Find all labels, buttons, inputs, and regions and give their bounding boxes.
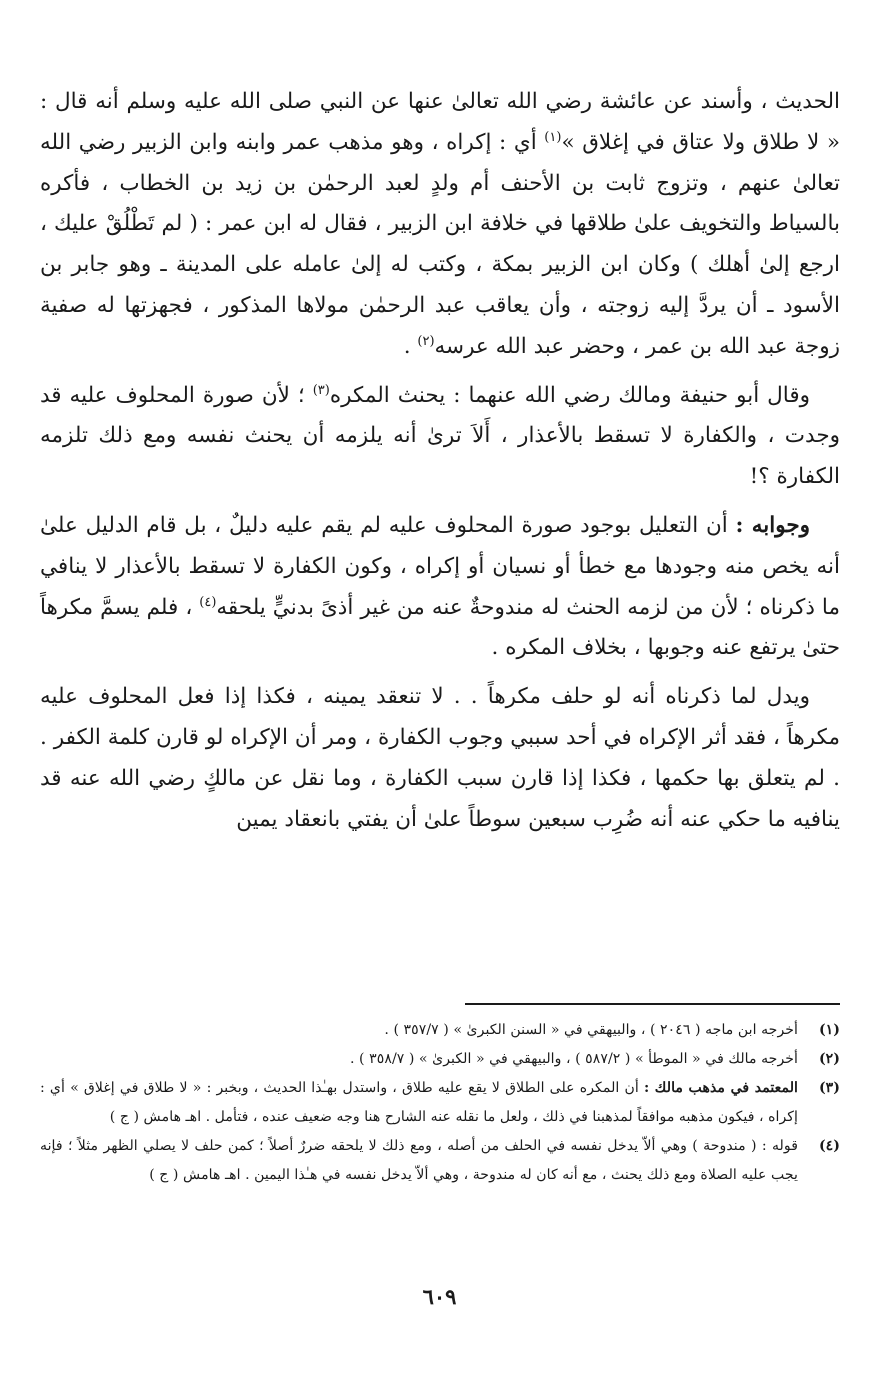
paragraph-3-text-b: ، فلم يسمَّ مكرهاً حتىٰ يرتفع عنه وجوبها ، بخلاف المكره .	[40, 594, 840, 661]
footnote-text	[40, 1045, 798, 1074]
main-text-block	[40, 82, 840, 848]
body-text	[40, 82, 840, 840]
footnote-text	[40, 1132, 798, 1190]
paragraph-2-text-b: ؛ لأن صورة المحلوف عليه قد وجدت ، والكفارة لا تسقط بالأعذار ، أَلاَ ترىٰ أنه يلزمه أن يحنث نفسه ومع ذلك تلزمه الكفارة ؟!	[40, 382, 840, 490]
footnote-ref-2[interactable]: (٢)	[417, 333, 435, 349]
footnote-body: أن المكره على الطلاق لا يقع عليه طلاق ، واستدل بهـٰذا الحديث ، وبخبر : « لا طلاق في إغلاق » أي : إكراه ، فيكون مذهبه موافقاً لمذهبنا في ذلك ، ولعل ما نقله عنه الشارح هنا وجه ضعيف عنده ، فتأمل . اهـ هامش ( ج )	[40, 1080, 798, 1125]
footnote-number: (١)	[818, 1022, 840, 1038]
paragraph-3-text-a: أن التعليل بوجود صورة المحلوف عليه لم يقم عليه دليلٌ ، بل قام الدليل علىٰ أنه يخص منه وجودها مع خطأ أو نسيان أو إكراه ، وكون الكفارة لا تسقط بالأعذار لا ينافي ما ذكرناه ؛ لأن من لزمه الحنث له مندوحةٌ عنه من غير أذىً بدنيٍّ يلحقه	[40, 512, 840, 620]
paragraph-4-text: ويدل لما ذكرناه أنه لو حلف مكرهاً . . لا تنعقد يمينه ، فكذا إذا فعل المحلوف عليه مكرهاً ، فقد أثر الإكراه في أحد سببي وجوب الكفارة ، ومر أن الإكراه لو قارن كلمة الكفر . . لم يتعلق بها حكمها ، فكذا إذا قارن سبب الكفارة ، وما نقل عن مالكٍ رضي الله عنه قد ينافيه ما حكي عنه أنه ضُرِب سبعين سوطاً علىٰ أن يفتي بانعقاد يمين	[40, 684, 840, 832]
footnote-body: أخرجه ابن ماجه ( ٢٠٤٦ ) ، والبيهقي في « السنن الكبرىٰ » ( ٣٥٧/٧ ) .	[384, 1022, 798, 1038]
paragraph-1-text-c: .	[403, 333, 418, 359]
paragraph-1	[40, 82, 840, 368]
paragraph-3-lead: وجوابه :	[735, 512, 811, 538]
footnote-number: (٢)	[818, 1051, 840, 1067]
paragraph-4	[40, 677, 840, 840]
footnote-3	[40, 1074, 840, 1132]
footnote-body: قوله : ( مندوحة ) وهي ألاّ يدخل نفسه في الحلف من أصله ، ومع ذلك لا يلحقه ضررٌ أصلاً ؛ كمن حلف لا يصلي الظهر مثلاً ؛ فإنه يجب عليه الصلاة ومع ذلك يحنث ، مع أنه كان له مندوحة ، وهي ألاّ يدخل نفسه في هـٰذا اليمين . اهـ هامش ( ج )	[40, 1138, 798, 1183]
footnote-1	[40, 1016, 840, 1045]
footnotes-block	[40, 1016, 840, 1190]
footnote-ref-3[interactable]: (٣)	[312, 382, 330, 398]
footnote-lead: المعتمد في مذهب مالك :	[643, 1080, 798, 1096]
footnote-number: (٤)	[818, 1138, 840, 1154]
paragraph-2-text-a: وقال أبو حنيفة ومالك رضي الله عنهما : يحنث المكره	[329, 382, 810, 408]
footnote-4	[40, 1132, 840, 1190]
paragraph-2	[40, 376, 840, 498]
page-number: ٦٠٩	[422, 1284, 457, 1309]
footnote-body: أخرجه مالك في « الموطأ » ( ٥٨٧/٢ ) ، والبيهقي في « الكبرىٰ » ( ٣٥٨/٧ ) .	[350, 1051, 798, 1067]
footnote-ref-4[interactable]: (٤)	[199, 594, 217, 610]
footnote-2	[40, 1045, 840, 1074]
footnote-divider	[465, 1003, 840, 1005]
paragraph-3	[40, 506, 840, 669]
paragraph-1-text-b: أي : إكراه ، وهو مذهب عمر وابنه وابن الزبير رضي الله تعالىٰ عنهم ، وتزوج ثابت بن الأحنف أم ولدٍ لعبد الرحمٰن بن زيد بن الخطاب ، فأكره بالسياط والتخويف علىٰ طلاقها في خلافة ابن الزبير ، فقال له ابن عمر : ( لم تَطْلُقْ عليك ، ارجع إلىٰ أهلك ) وكان ابن الزبير بمكة ، وكتب له إلىٰ عامله على المدينة ـ وهو جابر بن الأسود ـ أن يردَّ إليه زوجته ، وأن يعاقب عبد الرحمٰن مولاها المذكور ، فجهزتها له صفية زوجة عبد الله بن عمر ، وحضر عبد الله عرسه	[40, 129, 840, 359]
footnote-ref-1[interactable]: (١)	[544, 129, 562, 145]
footnote-text	[40, 1016, 798, 1045]
footnote-number: (٣)	[818, 1080, 840, 1096]
paragraph-1-text-a: الحديث ، وأسند عن عائشة رضي الله تعالىٰ عنها عن النبي صلى الله عليه وسلم أنه قال : « لا طلاق ولا عتاق في إغلاق »	[40, 89, 840, 155]
footnote-text	[40, 1074, 798, 1132]
